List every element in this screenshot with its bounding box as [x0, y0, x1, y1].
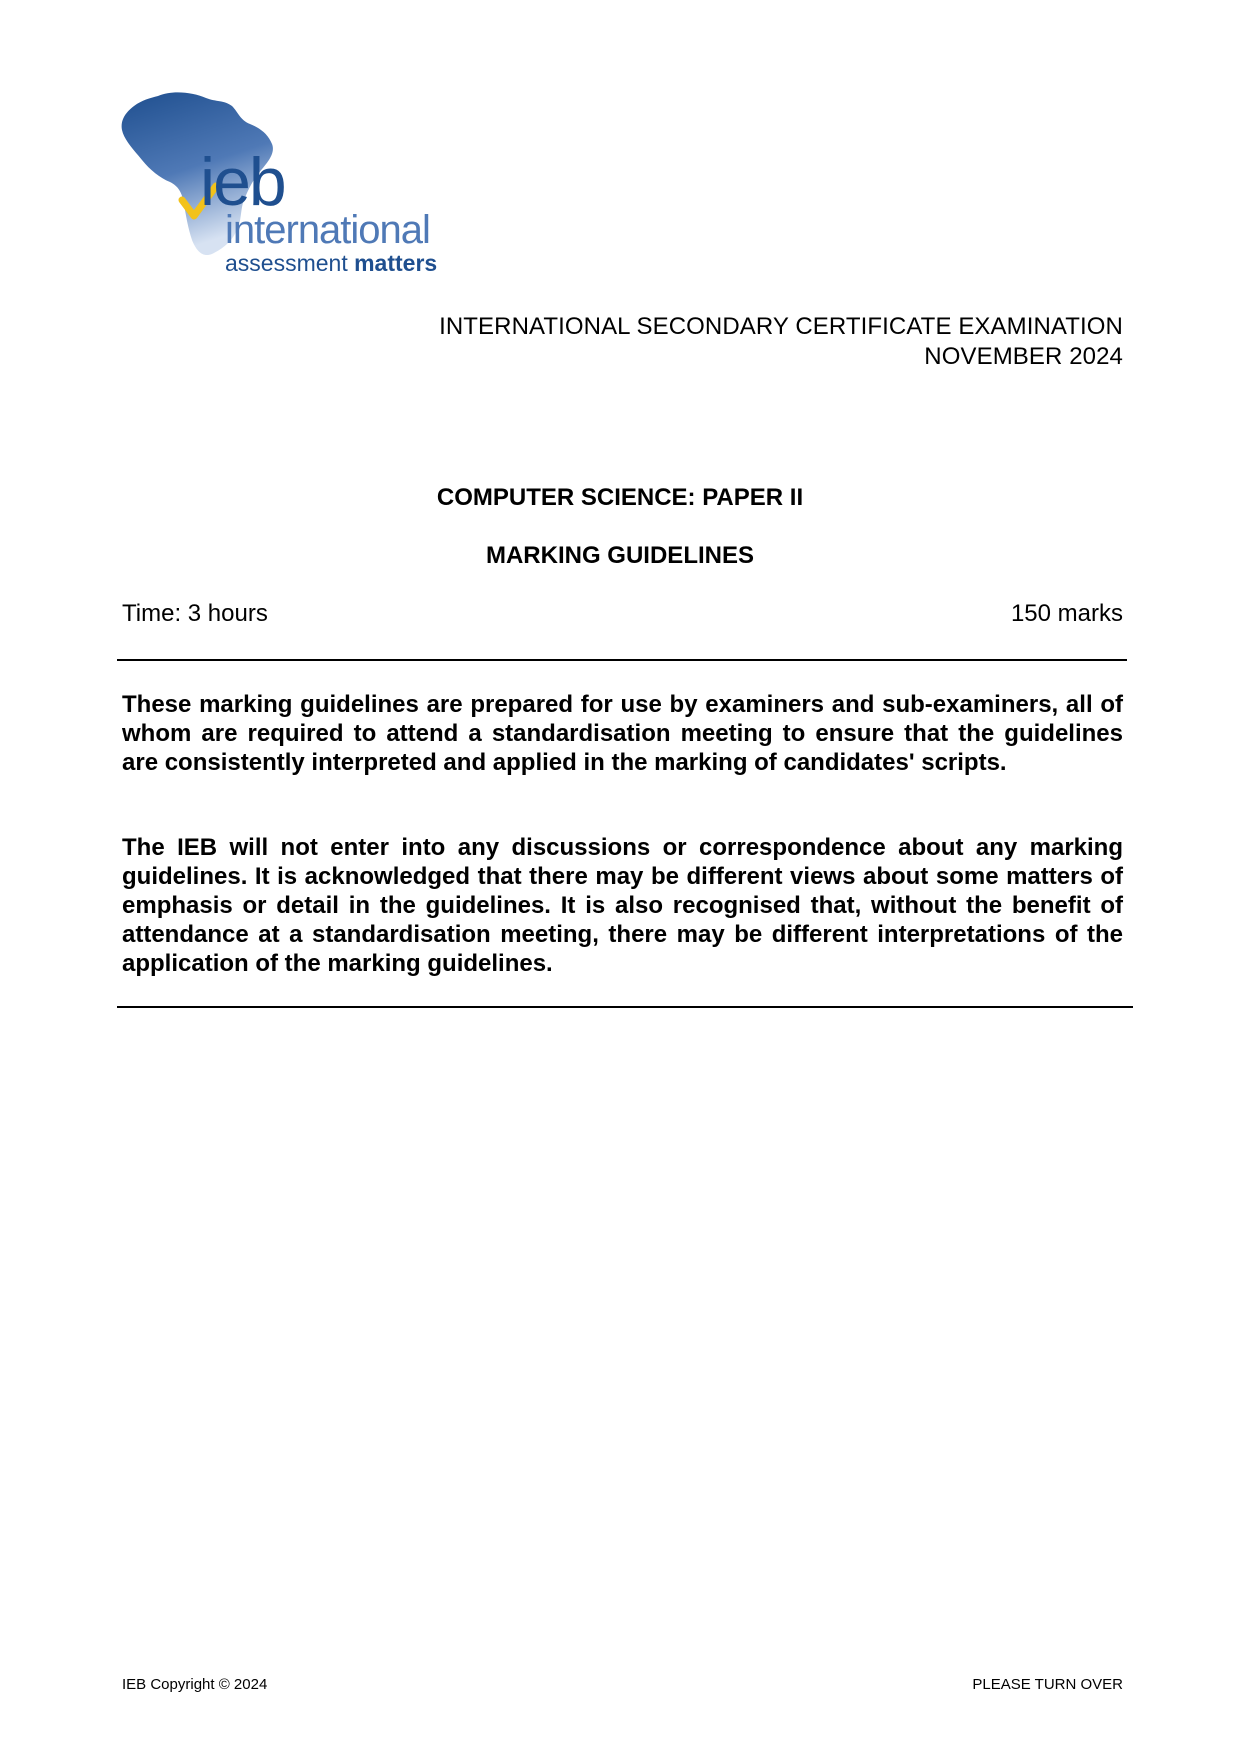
bottom-divider: [117, 1006, 1133, 1008]
document-title-text: MARKING GUIDELINES: [485, 542, 754, 569]
logo-international-word: international: [225, 208, 430, 252]
turn-over-footer: PLEASE TURN OVER: [972, 1676, 1123, 1693]
logo-tagline-bold: matters: [354, 250, 438, 276]
subject-title: [0, 484, 1240, 512]
copyright-footer: IEB Copyright © 2024: [122, 1676, 268, 1693]
disclaimer-paragraph: The IEB will not enter into any discussions or correspondence about any marking guidelines. It is acknowledged that there may be different views about some matters of emphasis or detail in the guidelines. It is also recognised that, without the benefit of attendance at a standardisation meeting, there may be different interpretations of the application of the marking guidelines.: [122, 834, 1123, 977]
top-divider: [117, 659, 1127, 661]
subject-title-text: COMPUTER SCIENCE: PAPER II: [436, 484, 804, 511]
logo-tagline-regular: assessment: [225, 250, 348, 276]
exam-session: NOVEMBER 2024: [924, 343, 1123, 370]
exam-header: [439, 312, 1123, 372]
ieb-international-logo: [120, 90, 480, 290]
examiner-note-paragraph: These marking guidelines are prepared for use by examiners and sub-examiners, all of whom are required to attend a standardisation meeting to ensure that the guidelines are consistently interpreted and applied in the marking of candidates' scripts.: [122, 691, 1123, 776]
logo-tagline: [225, 250, 437, 276]
exam-name: INTERNATIONAL SECONDARY CERTIFICATE EXAMINATION: [439, 313, 1123, 340]
logo-ieb-word: ieb: [200, 144, 285, 220]
ieb-logo-graphic: [120, 90, 480, 290]
document-title: [0, 542, 1240, 570]
exam-duration: Time: 3 hours: [122, 600, 268, 627]
total-marks: 150 marks: [1010, 600, 1123, 627]
